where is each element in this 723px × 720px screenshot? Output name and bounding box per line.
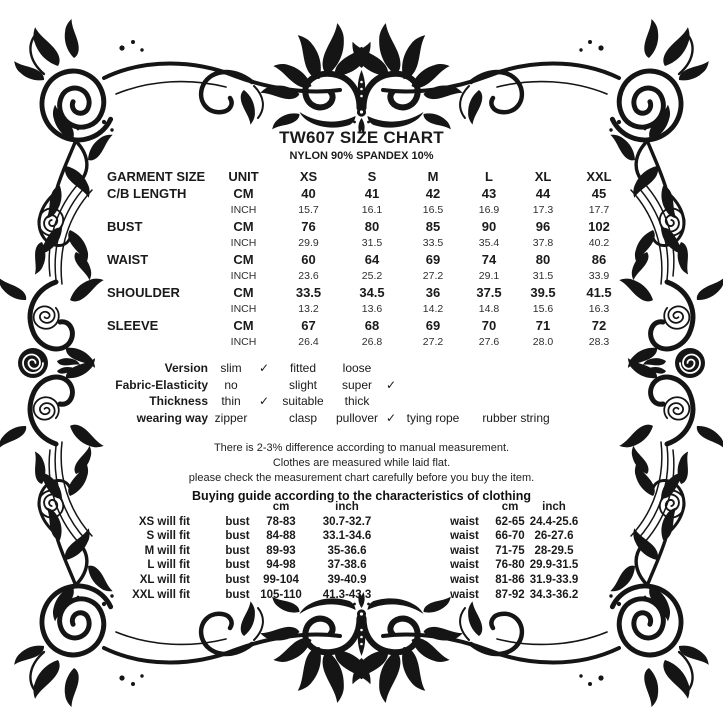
range-cm: 99-104 xyxy=(263,573,299,586)
spacer-cell xyxy=(392,529,437,544)
size-cell: 13.2 xyxy=(298,303,319,315)
guide-col-inch: inch xyxy=(542,501,566,513)
unit-cell: INCH xyxy=(230,204,257,216)
attribute-option: super xyxy=(341,377,373,392)
attribute-label: wearing way xyxy=(136,410,208,425)
attribute-option xyxy=(466,360,566,377)
spacer-cell xyxy=(437,500,492,515)
attribute-option: slight xyxy=(288,377,317,392)
size-cell: 17.7 xyxy=(588,204,610,216)
range-inch: 30.7-32.7 xyxy=(322,515,372,528)
attribute-label: Thickness xyxy=(149,394,208,408)
size-cell: 39.5 xyxy=(530,284,556,300)
attribute-option: slim xyxy=(220,361,242,375)
guide-row-xs xyxy=(85,515,580,530)
attribute-option: rubber string xyxy=(482,410,550,425)
attribute-option xyxy=(400,360,466,377)
body-part: bust xyxy=(225,573,250,586)
fit-label: XS will fit xyxy=(138,515,190,528)
checkmark: ✓ xyxy=(258,361,270,375)
size-cell: 29.9 xyxy=(298,237,319,249)
guide-col-cm: cm xyxy=(501,501,519,513)
unit-cell: CM xyxy=(233,218,254,234)
measure-label: SHOULDER xyxy=(107,284,180,300)
guide-row-xxl xyxy=(85,588,580,603)
unit-cell: INCH xyxy=(230,303,257,315)
size-cell: 16.5 xyxy=(422,204,444,216)
size-cell: 26.8 xyxy=(361,336,383,348)
size-cell: 15.7 xyxy=(298,204,319,216)
spacer-cell xyxy=(190,544,215,559)
size-cell: 35.4 xyxy=(478,237,500,249)
body-part: waist xyxy=(450,588,479,601)
size-cell: 43 xyxy=(481,185,497,201)
checkmark xyxy=(254,377,274,394)
table-row-shoulder-cm xyxy=(107,285,628,302)
attribute-row-fabric-elasticity xyxy=(88,377,608,394)
attribute-row-thickness xyxy=(88,393,608,410)
attribute-option: clasp xyxy=(288,410,317,425)
attribute-label: Version xyxy=(164,361,208,375)
note-line: Clothes are measured while laid flat. xyxy=(272,457,451,470)
spacer-cell xyxy=(85,500,190,515)
range-cm: 105-110 xyxy=(260,588,302,601)
guide-col-inch: inch xyxy=(335,501,359,513)
size-cell: 37.8 xyxy=(532,237,554,249)
range-cm: 94-98 xyxy=(266,559,296,572)
guide-row-m xyxy=(85,544,580,559)
buying-guide-table xyxy=(85,500,580,602)
body-part: bust xyxy=(225,559,250,572)
range-inch: 29.9-31.5 xyxy=(529,559,579,572)
table-row-sleeve-inch xyxy=(107,334,628,351)
size-cell: 15.6 xyxy=(532,303,554,315)
unit-cell: INCH xyxy=(230,237,257,249)
size-cell: 96 xyxy=(535,218,551,234)
attribute-option: loose xyxy=(342,361,372,375)
size-cell: 67 xyxy=(301,317,316,333)
size-cell: 16.1 xyxy=(361,204,383,216)
size-cell: 44 xyxy=(535,185,551,201)
size-cell: 64 xyxy=(364,251,380,267)
attribute-option: tying rope xyxy=(406,410,460,425)
unit-cell: CM xyxy=(233,185,254,201)
spacer-cell xyxy=(190,529,215,544)
checkmark: ✓ xyxy=(385,410,397,425)
size-cell: 37.5 xyxy=(476,284,502,300)
col-unit: UNIT xyxy=(228,169,259,184)
size-cell: 80 xyxy=(535,251,551,267)
attribute-option xyxy=(466,393,566,410)
size-cell: 60 xyxy=(301,251,316,267)
range-cm: 84-88 xyxy=(266,530,296,543)
size-cell: 13.6 xyxy=(361,303,383,315)
range-inch: 26-27.6 xyxy=(534,530,574,543)
size-cell: 29.1 xyxy=(478,270,500,282)
attribute-option: fitted xyxy=(289,361,316,375)
guide-row-s xyxy=(85,529,580,544)
table-row-bust-cm xyxy=(107,219,628,236)
spacer-cell xyxy=(190,515,215,530)
col-xs: XS xyxy=(299,169,318,184)
checkmark: ✓ xyxy=(258,394,270,408)
attribute-option xyxy=(400,393,466,410)
body-part: bust xyxy=(225,515,250,528)
table-row-shoulder-inch xyxy=(107,301,628,318)
col-s: S xyxy=(367,169,377,184)
range-cm: 81-86 xyxy=(495,573,525,586)
checkmark xyxy=(382,360,400,377)
col-l: L xyxy=(485,169,493,184)
body-part: bust xyxy=(225,530,250,543)
measure-label: SLEEVE xyxy=(107,317,159,333)
unit-cell: CM xyxy=(233,251,254,267)
size-cell: 74 xyxy=(481,251,497,267)
checkmark xyxy=(382,393,400,410)
size-cell: 42 xyxy=(425,185,441,201)
size-cell: 16.3 xyxy=(588,303,610,315)
spacer-cell xyxy=(392,573,437,588)
measure-label xyxy=(107,235,210,252)
body-part: waist xyxy=(450,573,479,586)
garment-attributes xyxy=(88,360,608,426)
table-row-waist-cm xyxy=(107,252,628,269)
table-row-bust-inch xyxy=(107,235,628,252)
guide-col-cm: cm xyxy=(272,501,290,513)
spacer-cell xyxy=(215,500,260,515)
attribute-option: pullover xyxy=(335,410,379,425)
size-cell: 23.6 xyxy=(298,270,319,282)
range-cm: 76-80 xyxy=(495,559,525,572)
size-cell: 71 xyxy=(535,317,551,333)
size-cell: 33.5 xyxy=(295,284,322,300)
range-cm: 87-92 xyxy=(495,588,525,601)
page-title: TW607 SIZE CHART xyxy=(279,128,444,147)
spacer-cell xyxy=(392,544,437,559)
attribute-option xyxy=(466,377,566,394)
body-part: bust xyxy=(225,544,250,557)
col-garment-size: GARMENT SIZE xyxy=(107,169,206,184)
guide-row-l xyxy=(85,558,580,573)
range-inch: 24.4-25.6 xyxy=(529,515,579,528)
spacer-cell xyxy=(190,588,215,603)
size-cell: 28.0 xyxy=(532,336,554,348)
size-cell: 25.2 xyxy=(361,270,383,282)
measure-label xyxy=(107,202,210,219)
fit-label: L will fit xyxy=(147,559,190,572)
size-cell: 34.5 xyxy=(359,284,385,300)
measure-label xyxy=(107,268,210,285)
size-cell: 27.2 xyxy=(422,336,444,348)
size-cell: 80 xyxy=(364,218,380,234)
spacer-cell xyxy=(392,515,437,530)
spacer-cell xyxy=(392,588,437,603)
unit-cell: CM xyxy=(233,317,254,333)
range-cm: 62-65 xyxy=(495,515,525,528)
checkmark xyxy=(254,410,274,427)
range-inch: 35-36.6 xyxy=(327,544,367,557)
size-cell: 33.5 xyxy=(422,237,444,249)
spacer-cell xyxy=(190,558,215,573)
attribute-option: thin xyxy=(221,394,241,408)
attribute-option: zipper xyxy=(214,410,248,425)
range-cm: 71-75 xyxy=(495,544,525,557)
size-cell: 28.3 xyxy=(588,336,610,348)
table-row-cb-length-inch xyxy=(107,202,628,219)
col-xxl: XXL xyxy=(586,169,612,184)
size-measurement-table xyxy=(107,169,628,351)
measure-label xyxy=(107,301,210,318)
size-cell: 14.2 xyxy=(422,303,444,315)
measure-label: BUST xyxy=(107,218,143,234)
note-line: please check the measurement chart carefully before you buy the item. xyxy=(188,472,535,485)
size-cell: 70 xyxy=(481,317,497,333)
fit-label: XL will fit xyxy=(139,573,190,586)
size-cell: 76 xyxy=(301,218,316,234)
attribute-option: no xyxy=(224,377,238,392)
size-cell: 68 xyxy=(364,317,380,333)
size-cell: 72 xyxy=(591,317,607,333)
spacer-cell xyxy=(392,558,437,573)
spacer-cell xyxy=(392,500,437,515)
size-cell: 69 xyxy=(425,251,441,267)
attribute-label: Fabric-Elasticity xyxy=(115,377,208,392)
range-inch: 34.3-36.2 xyxy=(529,588,579,601)
col-xl: XL xyxy=(534,169,552,184)
table-row-sleeve-cm xyxy=(107,318,628,335)
body-part: waist xyxy=(450,544,479,557)
guide-row-xl xyxy=(85,573,580,588)
measure-label: C/B LENGTH xyxy=(107,185,187,201)
size-cell: 90 xyxy=(481,218,497,234)
fit-label: M will fit xyxy=(144,544,190,557)
unit-cell: INCH xyxy=(230,270,257,282)
size-cell: 26.4 xyxy=(298,336,319,348)
size-cell: 36 xyxy=(425,284,441,300)
unit-cell: CM xyxy=(233,284,254,300)
size-cell: 45 xyxy=(591,185,607,201)
size-cell: 27.6 xyxy=(478,336,500,348)
range-inch: 37-38.6 xyxy=(327,559,367,572)
guide-header-row xyxy=(85,500,580,515)
size-cell: 31.5 xyxy=(361,237,383,249)
fabric-subtitle: NYLON 90% SPANDEX 10% xyxy=(289,150,434,162)
range-cm: 78-83 xyxy=(266,515,296,528)
range-inch: 39-40.9 xyxy=(327,573,367,586)
size-cell: 41 xyxy=(364,185,380,201)
body-part: waist xyxy=(450,515,479,528)
size-cell: 86 xyxy=(591,251,607,267)
buying-guide-heading: Buying guide according to the characteristics of clothing xyxy=(192,488,531,503)
body-part: waist xyxy=(450,530,479,543)
unit-cell: INCH xyxy=(230,336,257,348)
checkmark: ✓ xyxy=(385,377,397,392)
size-cell: 16.9 xyxy=(478,204,500,216)
attribute-option: suitable xyxy=(282,394,324,408)
size-cell: 102 xyxy=(588,218,610,234)
fit-label: S will fit xyxy=(146,530,190,543)
range-inch: 33.1-34.6 xyxy=(322,530,372,543)
size-cell: 17.3 xyxy=(532,204,554,216)
body-part: bust xyxy=(225,588,250,601)
measurement-notes xyxy=(0,441,723,504)
size-cell: 33.9 xyxy=(588,270,610,282)
attribute-option xyxy=(400,377,466,394)
size-cell: 69 xyxy=(425,317,441,333)
attribute-row-wearing-way xyxy=(88,410,608,427)
col-m: M xyxy=(427,169,439,184)
attribute-row-version xyxy=(88,360,608,377)
size-cell: 40.2 xyxy=(588,237,610,249)
range-inch: 28-29.5 xyxy=(534,544,574,557)
size-cell: 40 xyxy=(301,185,316,201)
note-line: There is 2-3% difference according to manual measurement. xyxy=(213,442,510,454)
size-table-header-row xyxy=(107,169,628,186)
size-cell: 31.5 xyxy=(532,270,554,282)
measure-label xyxy=(107,334,210,351)
range-inch: 31.9-33.9 xyxy=(529,573,579,586)
table-row-cb-length-cm xyxy=(107,186,628,203)
size-cell: 85 xyxy=(425,218,441,234)
spacer-cell xyxy=(190,500,215,515)
spacer-cell xyxy=(190,573,215,588)
attribute-option: thick xyxy=(344,394,370,408)
size-cell: 41.5 xyxy=(586,284,612,300)
range-inch: 41.3-43.3 xyxy=(322,588,372,601)
body-part: waist xyxy=(450,559,479,572)
range-cm: 66-70 xyxy=(495,530,525,543)
measure-label: WAIST xyxy=(107,251,149,267)
fit-label: XXL will fit xyxy=(132,588,190,601)
table-row-waist-inch xyxy=(107,268,628,285)
size-cell: 14.8 xyxy=(478,303,500,315)
size-cell: 27.2 xyxy=(422,270,444,282)
range-cm: 89-93 xyxy=(266,544,296,557)
